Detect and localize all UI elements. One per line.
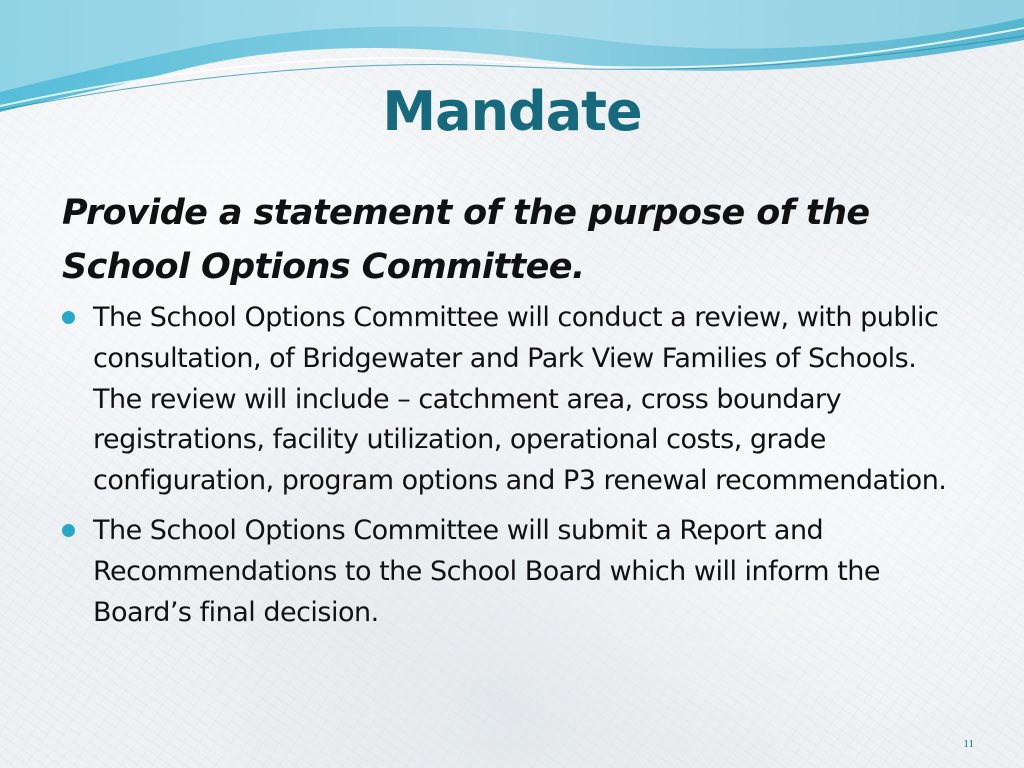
- bullet-item: [62, 511, 962, 633]
- bullet-dot-icon: [62, 311, 75, 324]
- slide-title: Mandate: [382, 80, 642, 143]
- bullet-text: The School Options Committee will submit a Report and Recommendations to the School Board which will inform the Board’s final decision.: [93, 514, 880, 628]
- bullet-item: [62, 298, 962, 502]
- bullet-dot-icon: [62, 524, 75, 537]
- bullet-list: [62, 298, 962, 633]
- slide-content: [62, 186, 962, 642]
- lead-statement: Provide a statement of the purpose of the School Options Committee.: [62, 193, 870, 287]
- bullet-text: The School Options Committee will conduct a review, with public consultation, of Bridgewater and Park View Families of Schools. The review will include – catchment area, cross boundary registrations, facility utilization, operational costs, grade configuration, program options and P3 renewal recommendation.: [93, 302, 947, 497]
- page-number: 11: [963, 738, 974, 750]
